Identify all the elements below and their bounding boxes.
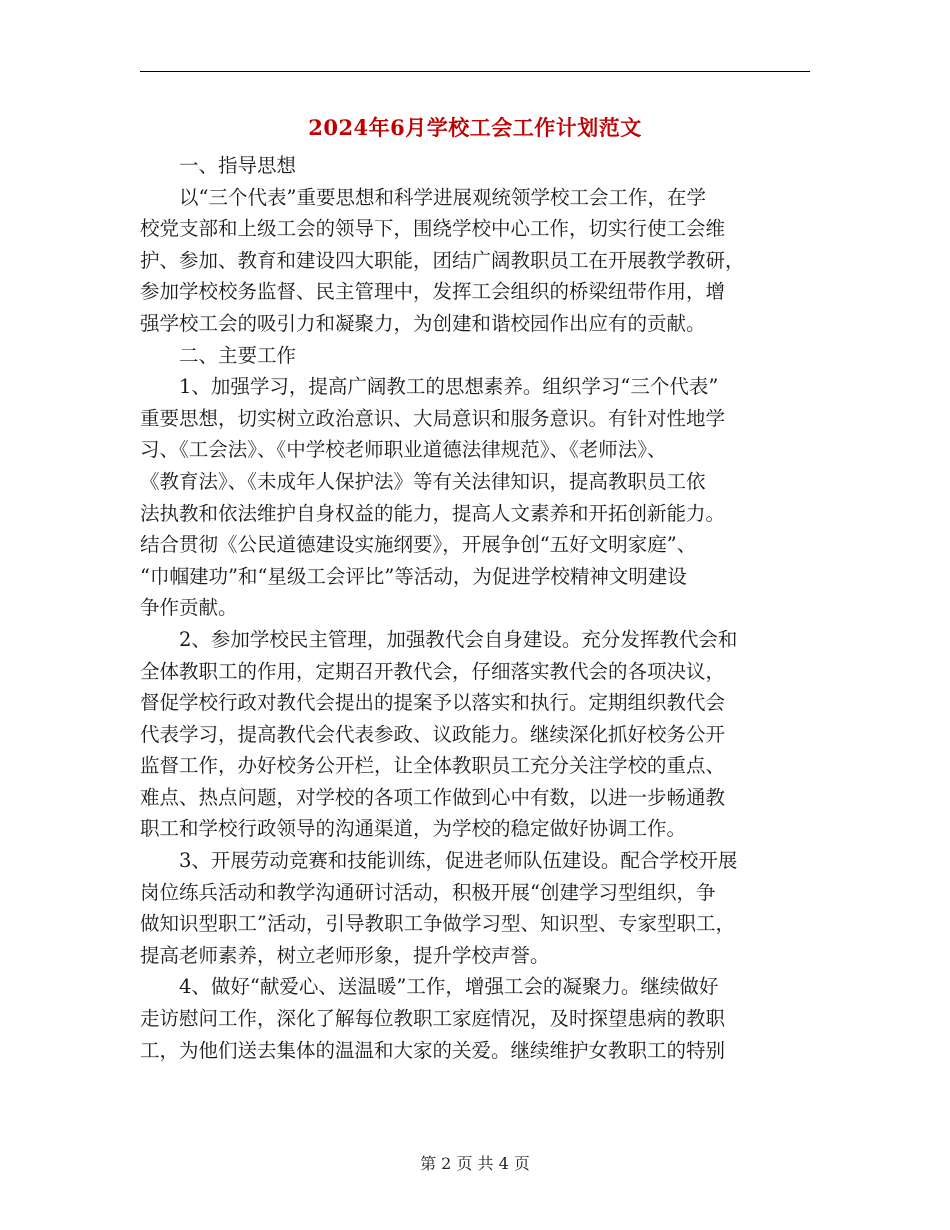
paragraph-line: 习、《工会法》、《中学校老师职业道德法律规范》、《老师法》、 (140, 438, 667, 462)
paragraph-line: 法执教和依法维护自身权益的能力，提高人文素养和开拓创新能力。 (140, 501, 726, 525)
paragraph-line: 以“三个代表”重要思想和科学进展观统领学校工会工作，在学 (179, 185, 706, 209)
paragraph-line: 做知识型职工”活动，引导教职工争做学习型、知识型、专家型职工， (140, 912, 735, 936)
paragraph-line: 2、参加学校民主管理，加强教代会自身建设。充分发挥教代会和 (179, 627, 738, 651)
paragraph-line: 参加学校校务监督、民主管理中，发挥工会组织的桥梁纽带作用，增 (140, 280, 726, 304)
paragraph-line: 岗位练兵活动和教学沟通研讨活动，积极开展“创建学习型组织，争 (140, 880, 716, 904)
paragraph-line: 争作贡献。 (140, 596, 238, 620)
paragraph-line: 全体教职工的作用，定期召开教代会，仔细落实教代会的各项决议， (140, 659, 726, 683)
paragraph-line: 监督工作，办好校务公开栏，让全体教职员工充分关注学校的重点、 (140, 754, 726, 778)
paragraph-line: 结合贯彻《公民道德建设实施纲要》，开展争创“五好文明家庭”、 (140, 533, 697, 557)
section-heading-guiding-thought: 一、指导思想 (179, 154, 297, 177)
paragraph-line: 职工和学校行政领导的沟通渠道，为学校的稳定做好协调工作。 (140, 817, 687, 841)
paragraph-line: 重要思想，切实树立政治意识、大局意识和服务意识。有针对性地学 (140, 406, 726, 430)
paragraph-line: 《教育法》、《未成年人保护法》等有关法律知识，提高教职员工依 (140, 469, 706, 493)
paragraph-line: 校党支部和上级工会的领导下，围绕学校中心工作，切实行使工会维 (140, 217, 726, 241)
paragraph-line: 3、开展劳动竞赛和技能训练，促进老师队伍建设。配合学校开展 (179, 849, 738, 873)
paragraph-item-4 (140, 971, 810, 1066)
page-number-footer: 第 2 页 共 4 页 (420, 1154, 530, 1173)
section-heading-main-work: 二、主要工作 (179, 343, 297, 367)
paragraph-line: 护、参加、教育和建设四大职能，团结广阔教职员工在开展教学教研， (140, 248, 745, 272)
paragraph-item-1 (140, 371, 810, 624)
paragraph-line: 提高老师素养，树立老师形象，提升学校声誉。 (140, 943, 550, 967)
paragraph-line: 强学校工会的吸引力和凝聚力，为创建和谐校园作出应有的贡献。 (140, 311, 706, 335)
paragraph-line: “巾帼建功”和“星级工会评比”等活动，为促进学校精神文明建设 (140, 564, 687, 588)
paragraph-guiding-thought (140, 182, 810, 340)
paragraph-line: 代表学习，提高教代会代表参政、议政能力。继续深化抓好校务公开 (140, 722, 726, 746)
header-rule (140, 71, 810, 72)
paragraph-line: 工，为他们送去集体的温温和大家的关爱。继续维护女教职工的特别 (140, 1038, 726, 1062)
paragraph-item-2 (140, 624, 810, 845)
paragraph-line: 4、做好“献爱心、送温暖”工作，增强工会的凝聚力。继续做好 (179, 975, 719, 999)
paragraph-line: 1、加强学习，提高广阔教工的思想素养。组织学习“三个代表” (179, 375, 719, 399)
paragraph-line: 走访慰问工作，深化了解每位教职工家庭情况，及时探望患病的教职 (140, 1007, 726, 1031)
document-title: 2024年6月学校工会工作计划范文 (308, 115, 642, 140)
paragraph-line: 难点、热点问题，对学校的各项工作做到心中有数，以进一步畅通教 (140, 785, 726, 809)
paragraph-item-3 (140, 845, 810, 971)
document-body (140, 150, 810, 1066)
paragraph-line: 督促学校行政对教代会提出的提案予以落实和执行。定期组织教代会 (140, 691, 726, 715)
